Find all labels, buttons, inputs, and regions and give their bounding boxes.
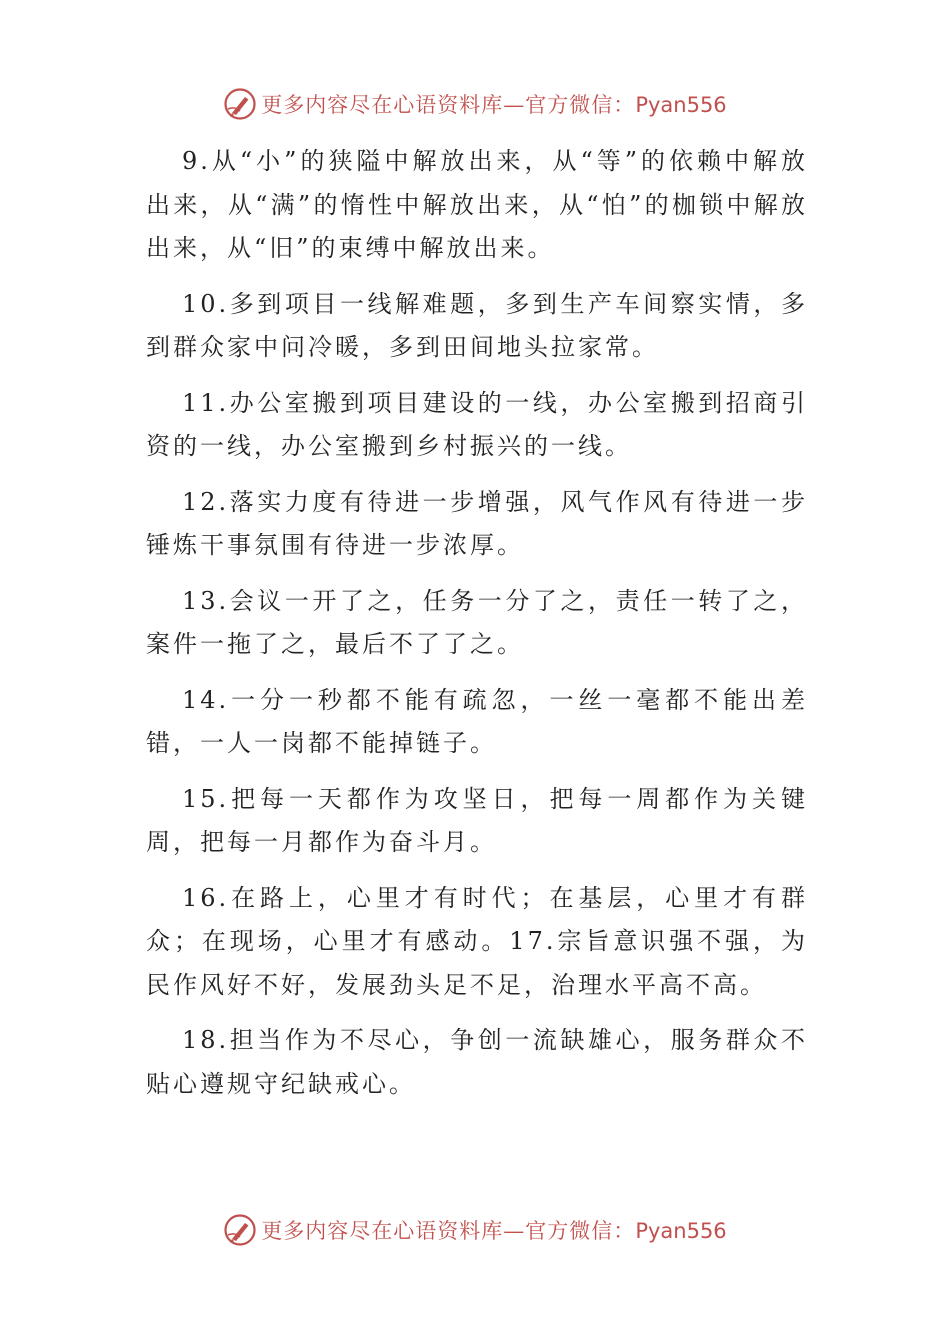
header-wechat-id: Pyan556	[635, 93, 727, 117]
paragraph-13: 13.会议一开了之，任务一分了之，责任一转了之，案件一拖了之，最后不了了之。	[146, 586, 808, 658]
paragraph-12: 12.落实力度有待进一步增强，风气作风有待进一步锤炼干事氛围有待进一步浓厚。	[146, 487, 808, 559]
pen-circle-logo-icon	[223, 1213, 257, 1247]
document-body	[146, 140, 808, 1118]
header-banner-text: 更多内容尽在心语资料库—官方微信：Pyan556	[261, 93, 727, 117]
paragraph-16-17: 16.在路上，心里才有时代；在基层，心里才有群众；在现场，心里才有感动。17.宗旨意识强不强，为民作风好不好，发展劲头足不足，治理水平高不高。	[146, 883, 808, 999]
pen-circle-logo-icon	[223, 87, 257, 121]
paragraph-18: 18.担当作为不尽心，争创一流缺雄心，服务群众不贴心遵规守纪缺戒心。	[146, 1026, 808, 1098]
footer-banner-text: 更多内容尽在心语资料库—官方微信：Pyan556	[261, 1219, 727, 1243]
paragraph-15: 15.把每一天都作为攻坚日，把每一周都作为关键周，把每一月都作为奋斗月。	[146, 784, 808, 856]
header-banner	[0, 84, 950, 124]
paragraph-9: 9.从“小”的狭隘中解放出来，从“等”的依赖中解放出来，从“满”的惰性中解放出来，从“怕”的枷锁中解放出来，从“旧”的束缚中解放出来。	[146, 147, 808, 262]
footer-wechat-id: Pyan556	[635, 1219, 727, 1243]
footer-banner	[0, 1210, 950, 1250]
paragraph-14: 14.一分一秒都不能有疏忽，一丝一毫都不能出差错，一人一岗都不能掉链子。	[146, 685, 808, 757]
paragraph-10: 10.多到项目一线解难题，多到生产车间察实情，多到群众家中问冷暖，多到田间地头拉家常。	[146, 289, 808, 361]
paragraph-11: 11.办公室搬到项目建设的一线，办公室搬到招商引资的一线，办公室搬到乡村振兴的一线。	[146, 388, 808, 460]
